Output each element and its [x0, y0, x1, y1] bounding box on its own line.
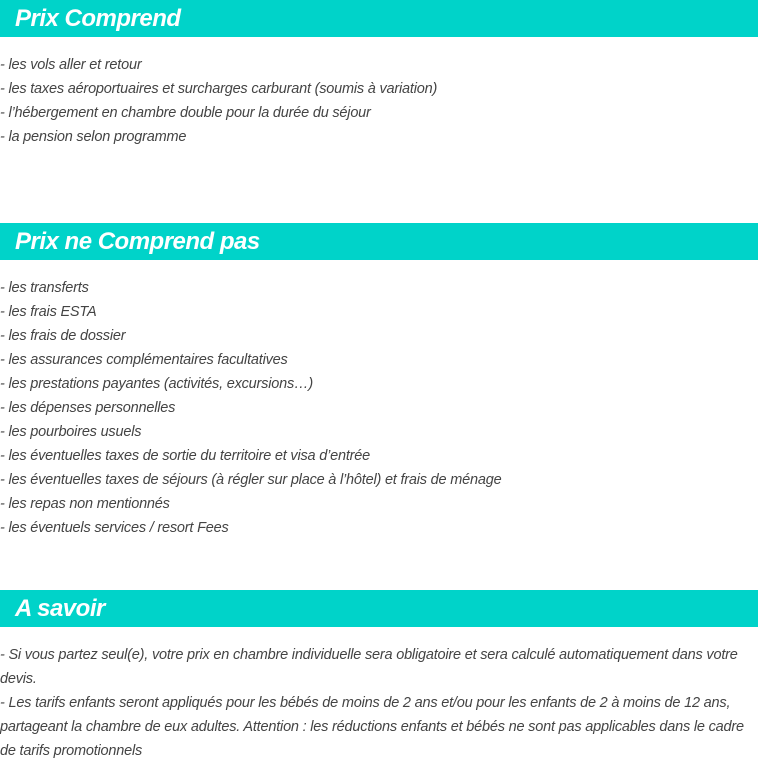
list-item: - les pourboires usuels	[0, 424, 142, 440]
section-header-prix-comprend	[0, 0, 758, 37]
list-item: - les éventuelles taxes de sortie du territoire et visa d’entrée	[0, 448, 371, 464]
info-paragraph: - Les tarifs enfants seront appliqués pour les bébés de moins de 2 ans et/ou pour les enfants de 2 à moins de 12 ans, partageant la chambre de eux adultes. Attention : les réductions enfants et bébés ne sont pas applicables dans le cadre de tarifs promotionnels	[0, 695, 744, 759]
list-item: - la pension selon programme	[0, 129, 187, 145]
section-header-a-savoir	[0, 590, 758, 627]
list-item: - les repas non mentionnés	[0, 496, 170, 512]
list-item: - les éventuelles taxes de séjours (à régler sur place à l’hôtel) et frais de ménage	[0, 472, 502, 488]
list-item: - les vols aller et retour	[0, 57, 142, 73]
section-title: Prix ne Comprend pas	[15, 228, 260, 255]
list-item: - les frais ESTA	[0, 304, 97, 320]
list-item: - les prestations payantes (activités, excursions…)	[0, 376, 313, 392]
list-item: - les taxes aéroportuaires et surcharges carburant (soumis à variation)	[0, 81, 438, 97]
section-header-prix-ne-comprend-pas	[0, 223, 758, 260]
section-title: Prix Comprend	[15, 5, 181, 32]
good-to-know-list	[0, 643, 758, 763]
section-title: A savoir	[15, 595, 105, 622]
list-item: - l’hébergement en chambre double pour la durée du séjour	[0, 105, 371, 121]
excluded-items-list	[0, 276, 758, 540]
list-item: - les éventuels services / resort Fees	[0, 520, 229, 536]
list-item: - les frais de dossier	[0, 328, 126, 344]
included-items-list	[0, 53, 758, 149]
list-item: - les assurances complémentaires facultatives	[0, 352, 288, 368]
list-item: - les dépenses personnelles	[0, 400, 176, 416]
list-item: - les transferts	[0, 280, 89, 296]
info-paragraph: - Si vous partez seul(e), votre prix en chambre individuelle sera obligatoire et sera calculé automatiquement dans votre devis.	[0, 647, 738, 687]
